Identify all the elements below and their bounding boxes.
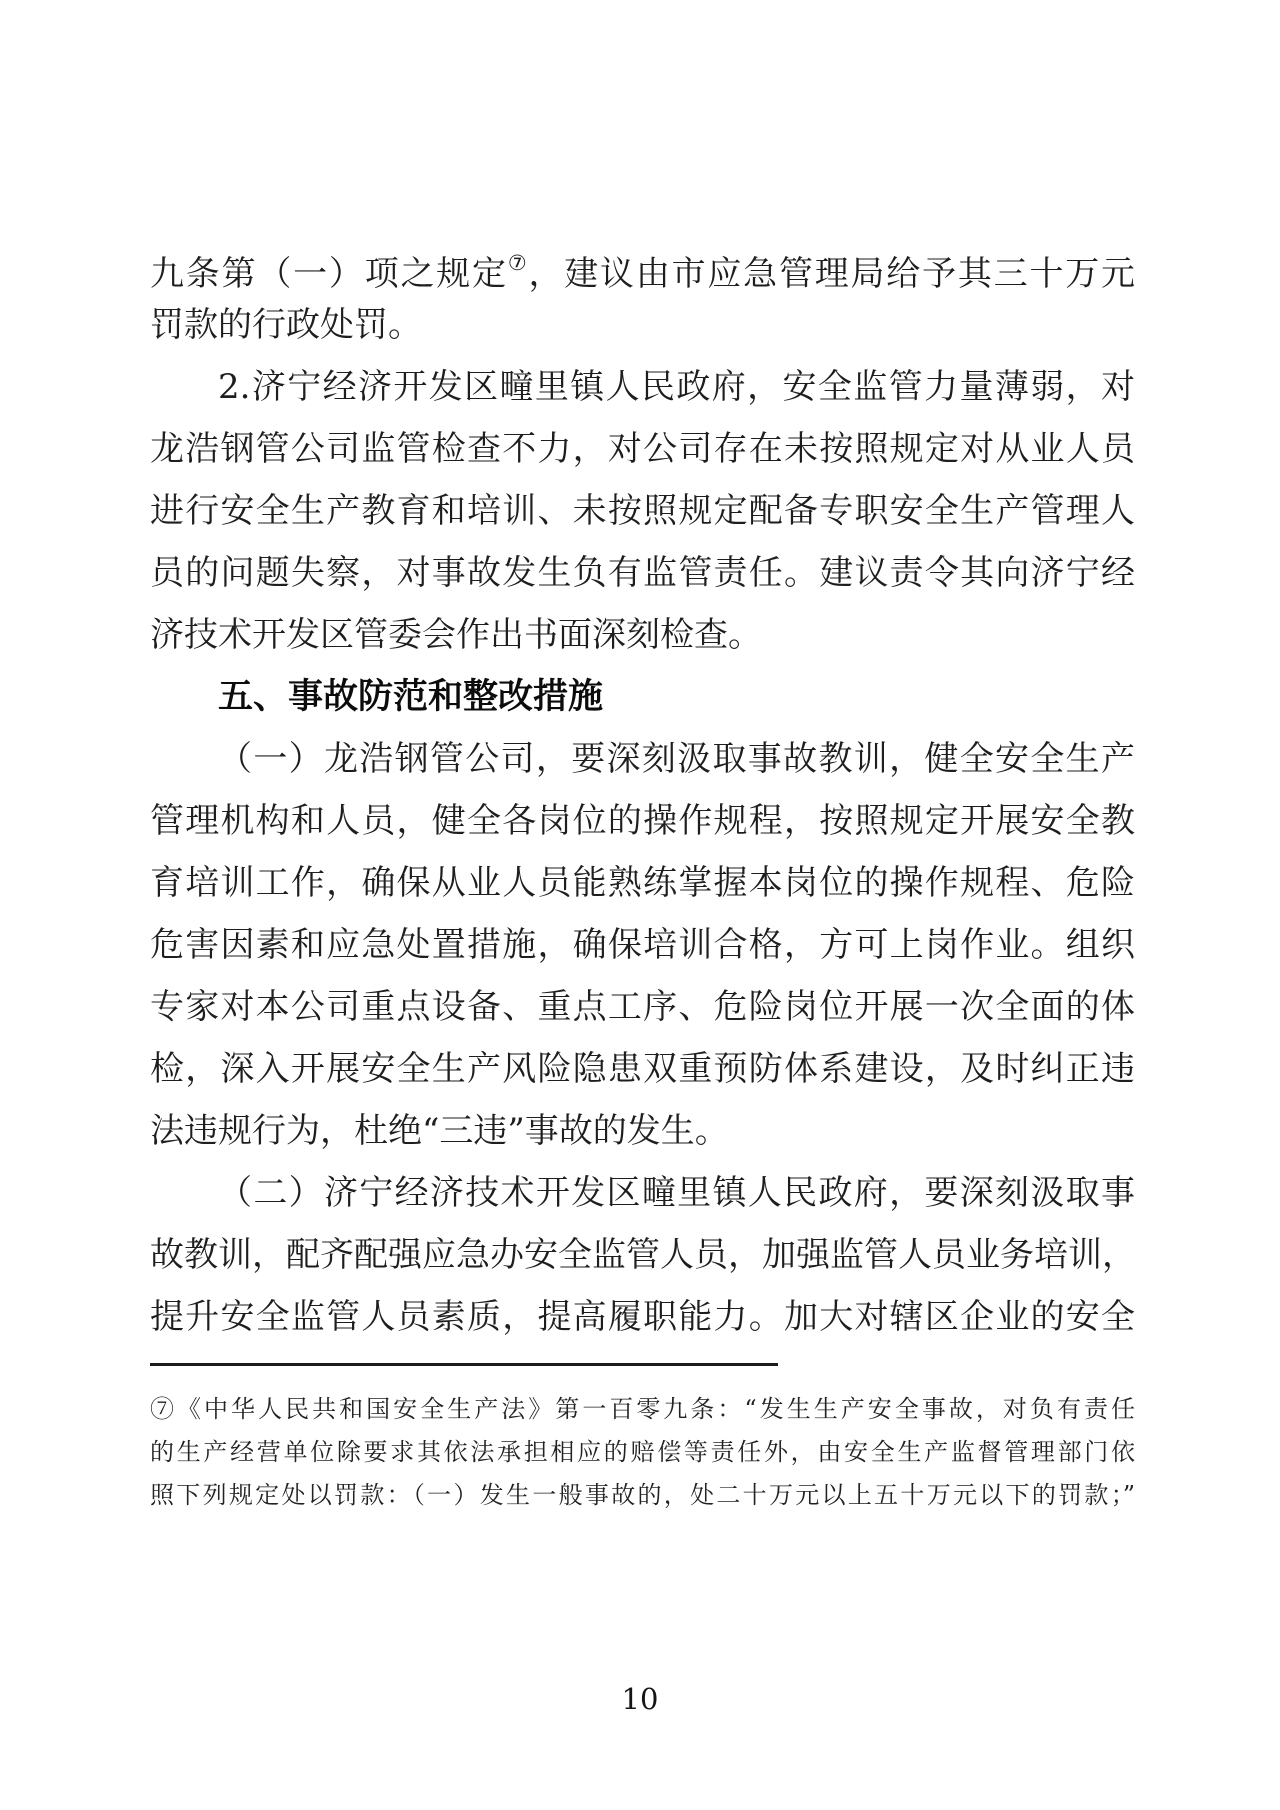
body-line: 济技术开发区管委会作出书面深刻检查。 xyxy=(150,615,762,655)
footnote-line: 照下列规定处以罚款：（一）发生一般事故的，处二十万元以上五十万元以下的罚款；” xyxy=(150,1481,1135,1509)
page-number: 10 xyxy=(621,1682,659,1716)
body-line: 提升安全监管人员素质，提高履职能力。加大对辖区企业的安全 xyxy=(150,1297,1135,1337)
body-line: 2.济宁经济开发区疃里镇人民政府，安全监管力量薄弱，对 xyxy=(218,367,1135,407)
body-line: 育培训工作，确保从业人员能熟练掌握本岗位的操作规程、危险 xyxy=(150,863,1135,903)
footnote-line: 的生产经营单位除要求其依法承担相应的赔偿等责任外，由安全生产监督管理部门依 xyxy=(150,1438,1135,1466)
body-line: 专家对本公司重点设备、重点工序、危险岗位开展一次全面的体 xyxy=(150,987,1135,1027)
body-line: （二）济宁经济技术开发区疃里镇人民政府，要深刻汲取事 xyxy=(218,1173,1135,1213)
body-line-text: ，建议由市应急管理局给予其三十万元 xyxy=(528,254,1136,294)
body-line: 员的问题失察，对事故发生负有监管责任。建议责令其向济宁经 xyxy=(150,553,1135,593)
footnote-reference-marker: ⑦ xyxy=(507,251,529,275)
body-line-text: 九条第（一）项之规定 xyxy=(150,254,508,294)
body-line xyxy=(150,232,1135,294)
body-line: 检，深入开展安全生产风险隐患双重预防体系建设，及时纠正违 xyxy=(150,1049,1135,1089)
body-line: （一）龙浩钢管公司，要深刻汲取事故教训，健全安全生产 xyxy=(218,739,1135,779)
body-line: 进行安全生产教育和培训、未按照规定配备专职安全生产管理人 xyxy=(150,491,1135,531)
body-line: 故教训，配齐配强应急办安全监管人员，加强监管人员业务培训， xyxy=(150,1235,1136,1275)
body-line: 龙浩钢管公司监管检查不力，对公司存在未按照规定对从业人员 xyxy=(150,429,1135,469)
body-line: 法违规行为，杜绝“三违”事故的发生。 xyxy=(150,1111,729,1151)
document-body xyxy=(150,232,1135,1348)
section-heading: 五、事故防范和整改措施 xyxy=(218,677,604,717)
footnote xyxy=(150,1388,1135,1517)
body-line: 罚款的行政处罚。 xyxy=(150,305,422,345)
body-line: 危害因素和应急处置措施，确保培训合格，方可上岗作业。组织 xyxy=(150,925,1135,965)
footnote-separator xyxy=(150,1363,778,1366)
footnote-line: ⑦《中华人民共和国安全生产法》第一百零九条：“发生生产安全事故，对负有责任 xyxy=(150,1395,1135,1423)
body-line: 管理机构和人员，健全各岗位的操作规程，按照规定开展安全教 xyxy=(150,801,1135,841)
